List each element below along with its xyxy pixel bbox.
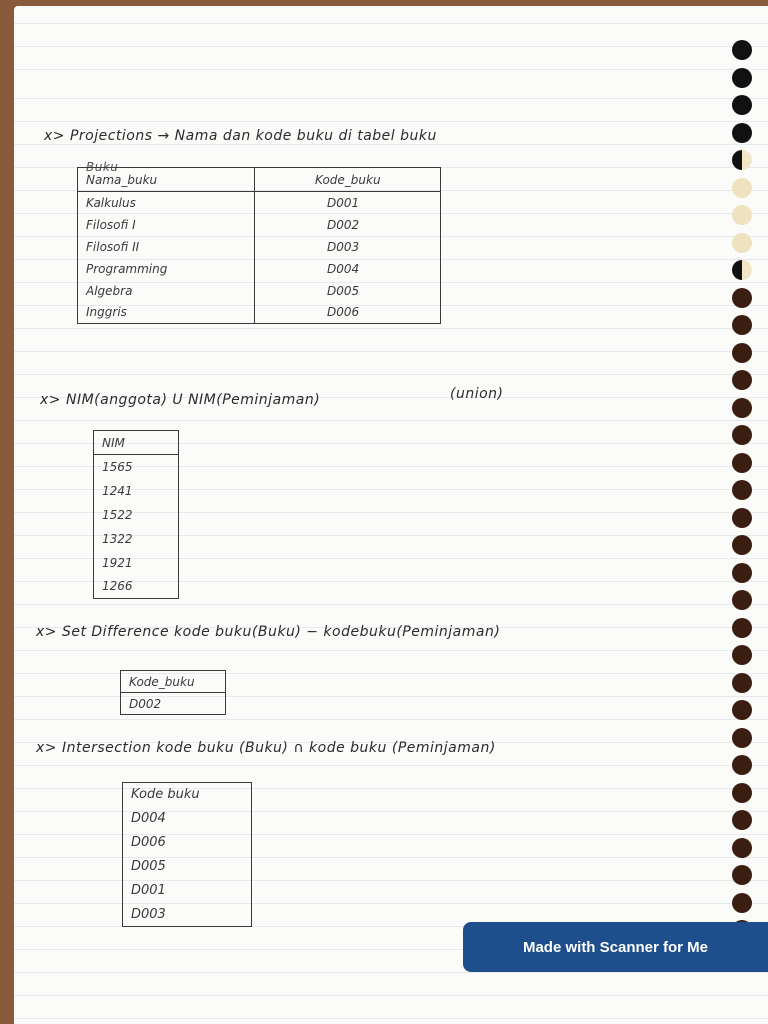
table-row	[123, 831, 252, 855]
cell-kode-buku: D006	[327, 305, 360, 320]
cell-nama-buku: Kalkulus	[78, 192, 255, 214]
column-header-nim: NIM	[102, 435, 125, 450]
cell-kode-buku: D005	[327, 283, 360, 298]
table-row	[78, 192, 441, 214]
binding-hole	[732, 370, 752, 390]
cell-value: 1241	[102, 483, 133, 498]
cell-value: D002	[129, 696, 162, 711]
binding-hole	[732, 728, 752, 748]
column-header-nama-buku: Nama_buku	[78, 168, 255, 192]
cell-value: D003	[131, 906, 166, 922]
binding-hole	[732, 893, 752, 913]
column-header-kode-buku: Kode_buku	[315, 172, 381, 187]
cell-nama-buku: Algebra	[78, 280, 255, 302]
binding-hole	[732, 673, 752, 693]
binding-hole	[732, 68, 752, 88]
table-row	[78, 236, 441, 258]
scanner-watermark-badge	[463, 922, 768, 972]
table-row	[94, 503, 179, 527]
cell-nama-buku: Filosofi II	[78, 236, 255, 258]
cell-kode-buku: D002	[327, 217, 360, 232]
nim-table	[93, 430, 179, 599]
binding-hole	[732, 40, 752, 60]
table-row	[94, 527, 179, 551]
binding-hole	[732, 480, 752, 500]
binding-hole	[732, 508, 752, 528]
binding-hole	[732, 700, 752, 720]
binding-hole	[732, 865, 752, 885]
scanner-badge-label: Made with Scanner for Me	[522, 938, 709, 956]
binding-hole	[732, 123, 752, 143]
binding-hole	[732, 150, 752, 170]
binding-hole	[732, 838, 752, 858]
table-row	[94, 551, 179, 575]
table-row	[123, 903, 252, 927]
binding-hole	[732, 645, 752, 665]
table-row	[78, 258, 441, 280]
cell-value: D001	[131, 883, 166, 898]
binding-hole	[732, 233, 752, 253]
cell-value: 1322	[102, 531, 133, 546]
table-name-label: Buku	[86, 160, 119, 174]
union-note: (union)	[450, 386, 504, 402]
cell-kode-buku: D001	[327, 195, 360, 210]
intersection-heading: x> Intersection kode buku (Buku) ∩ kode buku (Peminjaman)	[36, 740, 496, 756]
cell-nama-buku: Inggris	[78, 302, 255, 324]
cell-value: 1565	[102, 459, 133, 474]
table-row	[94, 479, 179, 503]
binding-hole	[732, 783, 752, 803]
binding-hole	[732, 810, 752, 830]
cell-value: 1921	[102, 555, 133, 570]
cell-value: 1266	[102, 579, 133, 594]
table-row	[78, 280, 441, 302]
set-difference-table	[120, 670, 226, 715]
binding-hole	[732, 205, 752, 225]
table-row	[123, 807, 252, 831]
cell-value: D004	[131, 811, 166, 826]
set-difference-heading: x> Set Difference kode buku(Buku) − kodebuku(Peminjaman)	[36, 624, 501, 640]
binding-hole	[732, 453, 752, 473]
cell-nama-buku: Programming	[78, 258, 255, 280]
column-header-kode-buku: Kode_buku	[129, 674, 195, 689]
binding-hole	[732, 178, 752, 198]
table-row	[94, 575, 179, 599]
binding-hole	[732, 288, 752, 308]
binding-hole	[732, 535, 752, 555]
table-row	[78, 302, 441, 324]
intersection-table	[122, 782, 252, 927]
cell-value: D006	[131, 835, 166, 850]
column-header-kode-buku: Kode buku	[131, 787, 200, 803]
cell-value: 1522	[102, 507, 133, 522]
binding-hole	[732, 618, 752, 638]
table-row	[123, 879, 252, 903]
projection-heading: x> Projections → Nama dan kode buku di tabel buku	[44, 128, 437, 144]
binding-hole	[732, 260, 752, 280]
cell-value: D005	[131, 859, 166, 874]
binding-hole	[732, 95, 752, 115]
binding-hole	[732, 315, 752, 335]
cell-kode-buku: D004	[327, 261, 360, 276]
table-row	[123, 855, 252, 879]
buku-table	[77, 167, 441, 324]
union-heading: x> NIM(anggota) U NIM(Peminjaman)	[40, 392, 321, 408]
cell-nama-buku: Filosofi I	[78, 214, 255, 236]
binding-hole	[732, 425, 752, 445]
table-row	[94, 455, 179, 479]
binding-hole	[732, 398, 752, 418]
table-row	[78, 214, 441, 236]
binding-hole	[732, 590, 752, 610]
binding-hole	[732, 343, 752, 363]
binding-hole	[732, 755, 752, 775]
binding-hole	[732, 563, 752, 583]
table-row	[121, 693, 226, 715]
cell-kode-buku: D003	[327, 239, 360, 254]
